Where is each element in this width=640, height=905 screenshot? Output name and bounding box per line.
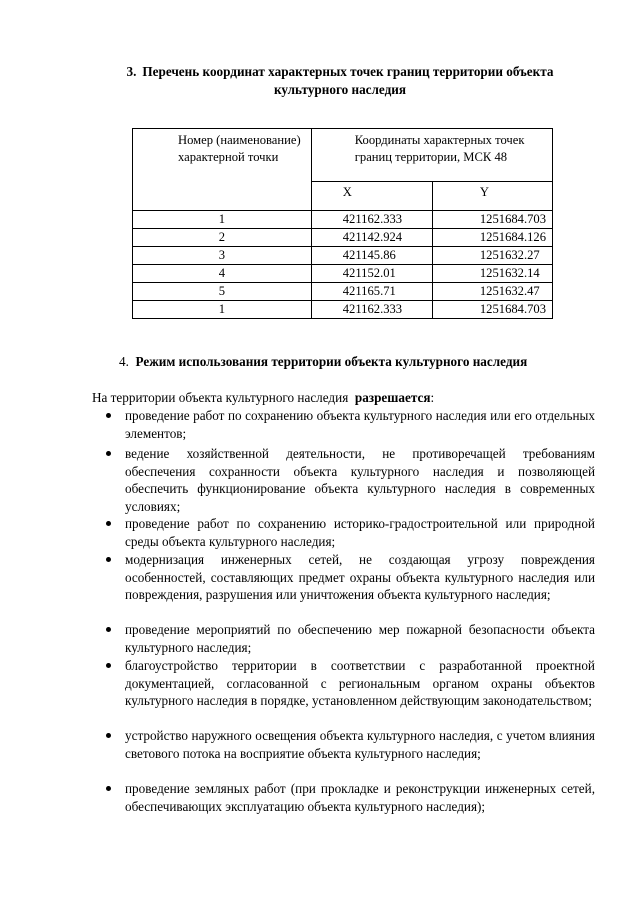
header-x: X [311,182,432,211]
section-3-heading [90,63,590,99]
cell-y: 1251684.126 [432,229,552,247]
intro-emphasis: разрешается [354,390,431,405]
intro-prefix: На территории объекта культурного наследия [92,390,349,405]
table-row [133,283,553,301]
list-item-text: проведение работ по сохранению объекта культурного наследия или его отдельных элементов; [125,408,595,441]
cell-point: 4 [133,265,312,283]
cell-y: 1251684.703 [432,211,552,229]
coordinates-table [132,128,553,319]
list-item-text: ведение хозяйственной деятельности, не противоречащей требованиям обеспечения сохранности объекта культурного наследия и позволяющей обеспечить функционирование объекта культурного наследия в современных условиях; [125,446,595,514]
cell-x: 421152.01 [311,265,432,283]
list-item-text: проведение мероприятий по обеспечению мер пожарной безопасности объекта культурного наследия; [125,622,595,655]
list-item-text: устройство наружного освещения объекта культурного наследия, с учетом влияния светового потока на восприятие объекта культурного наследия; [125,728,595,761]
section-4-number: 4. [119,354,129,369]
intro-suffix: : [430,390,435,405]
bullet-icon [106,786,111,791]
table-row [133,301,553,319]
cell-point: 1 [133,211,312,229]
bullet-icon [106,521,111,526]
bullet-icon [106,733,111,738]
cell-x: 421165.71 [311,283,432,301]
table-row [133,265,553,283]
header-point-number: Номер (наименование) характерной точки [133,129,312,211]
list-item-text: модернизация инженерных сетей, не создающая угрозу повреждения особенностей, составляющих предмет охраны объекта культурного наследия или повреждения, разрушения или уничтожения объекта культурного наследия; [125,552,595,602]
cell-y: 1251684.703 [432,301,552,319]
list-item-text: благоустройство территории в соответствии с разработанной проектной документацией, согласованной с региональным органом охраны объектов культурного наследия в порядке, установленном действующим законодательством; [125,658,595,708]
cell-point: 3 [133,247,312,265]
header-y: Y [432,182,552,211]
table-row [133,229,553,247]
bullet-icon [106,451,111,456]
header-coordinates: Координаты характерных точек границ территории, МСК 48 [311,129,552,182]
cell-y: 1251632.27 [432,247,552,265]
section-4-title: Режим использования территории объекта культурного наследия [135,354,528,369]
section-3-title: Перечень координат характерных точек границ территории объекта культурного наследия [142,64,554,97]
bullet-icon [106,627,111,632]
bullet-icon [106,663,111,668]
table-row [133,211,553,229]
cell-x: 421142.924 [311,229,432,247]
cell-y: 1251632.14 [432,265,552,283]
cell-x: 421162.333 [311,301,432,319]
list-item-text: проведение работ по сохранению историко-градостроительной или природной среды объекта культурного наследия; [125,516,595,549]
intro-paragraph [92,389,434,407]
bullet-icon [106,413,111,418]
cell-point: 1 [133,301,312,319]
bullet-icon [106,557,111,562]
table-row [133,247,553,265]
cell-x: 421162.333 [311,211,432,229]
section-3-number: 3. [126,64,137,79]
list-item-text: проведение земляных работ (при прокладке и реконструкции инженерных сетей, обеспечивающих эксплуатацию объекта культурного наследия); [125,781,595,814]
cell-y: 1251632.47 [432,283,552,301]
cell-x: 421145.86 [311,247,432,265]
cell-point: 2 [133,229,312,247]
section-4-heading [119,353,527,371]
cell-point: 5 [133,283,312,301]
